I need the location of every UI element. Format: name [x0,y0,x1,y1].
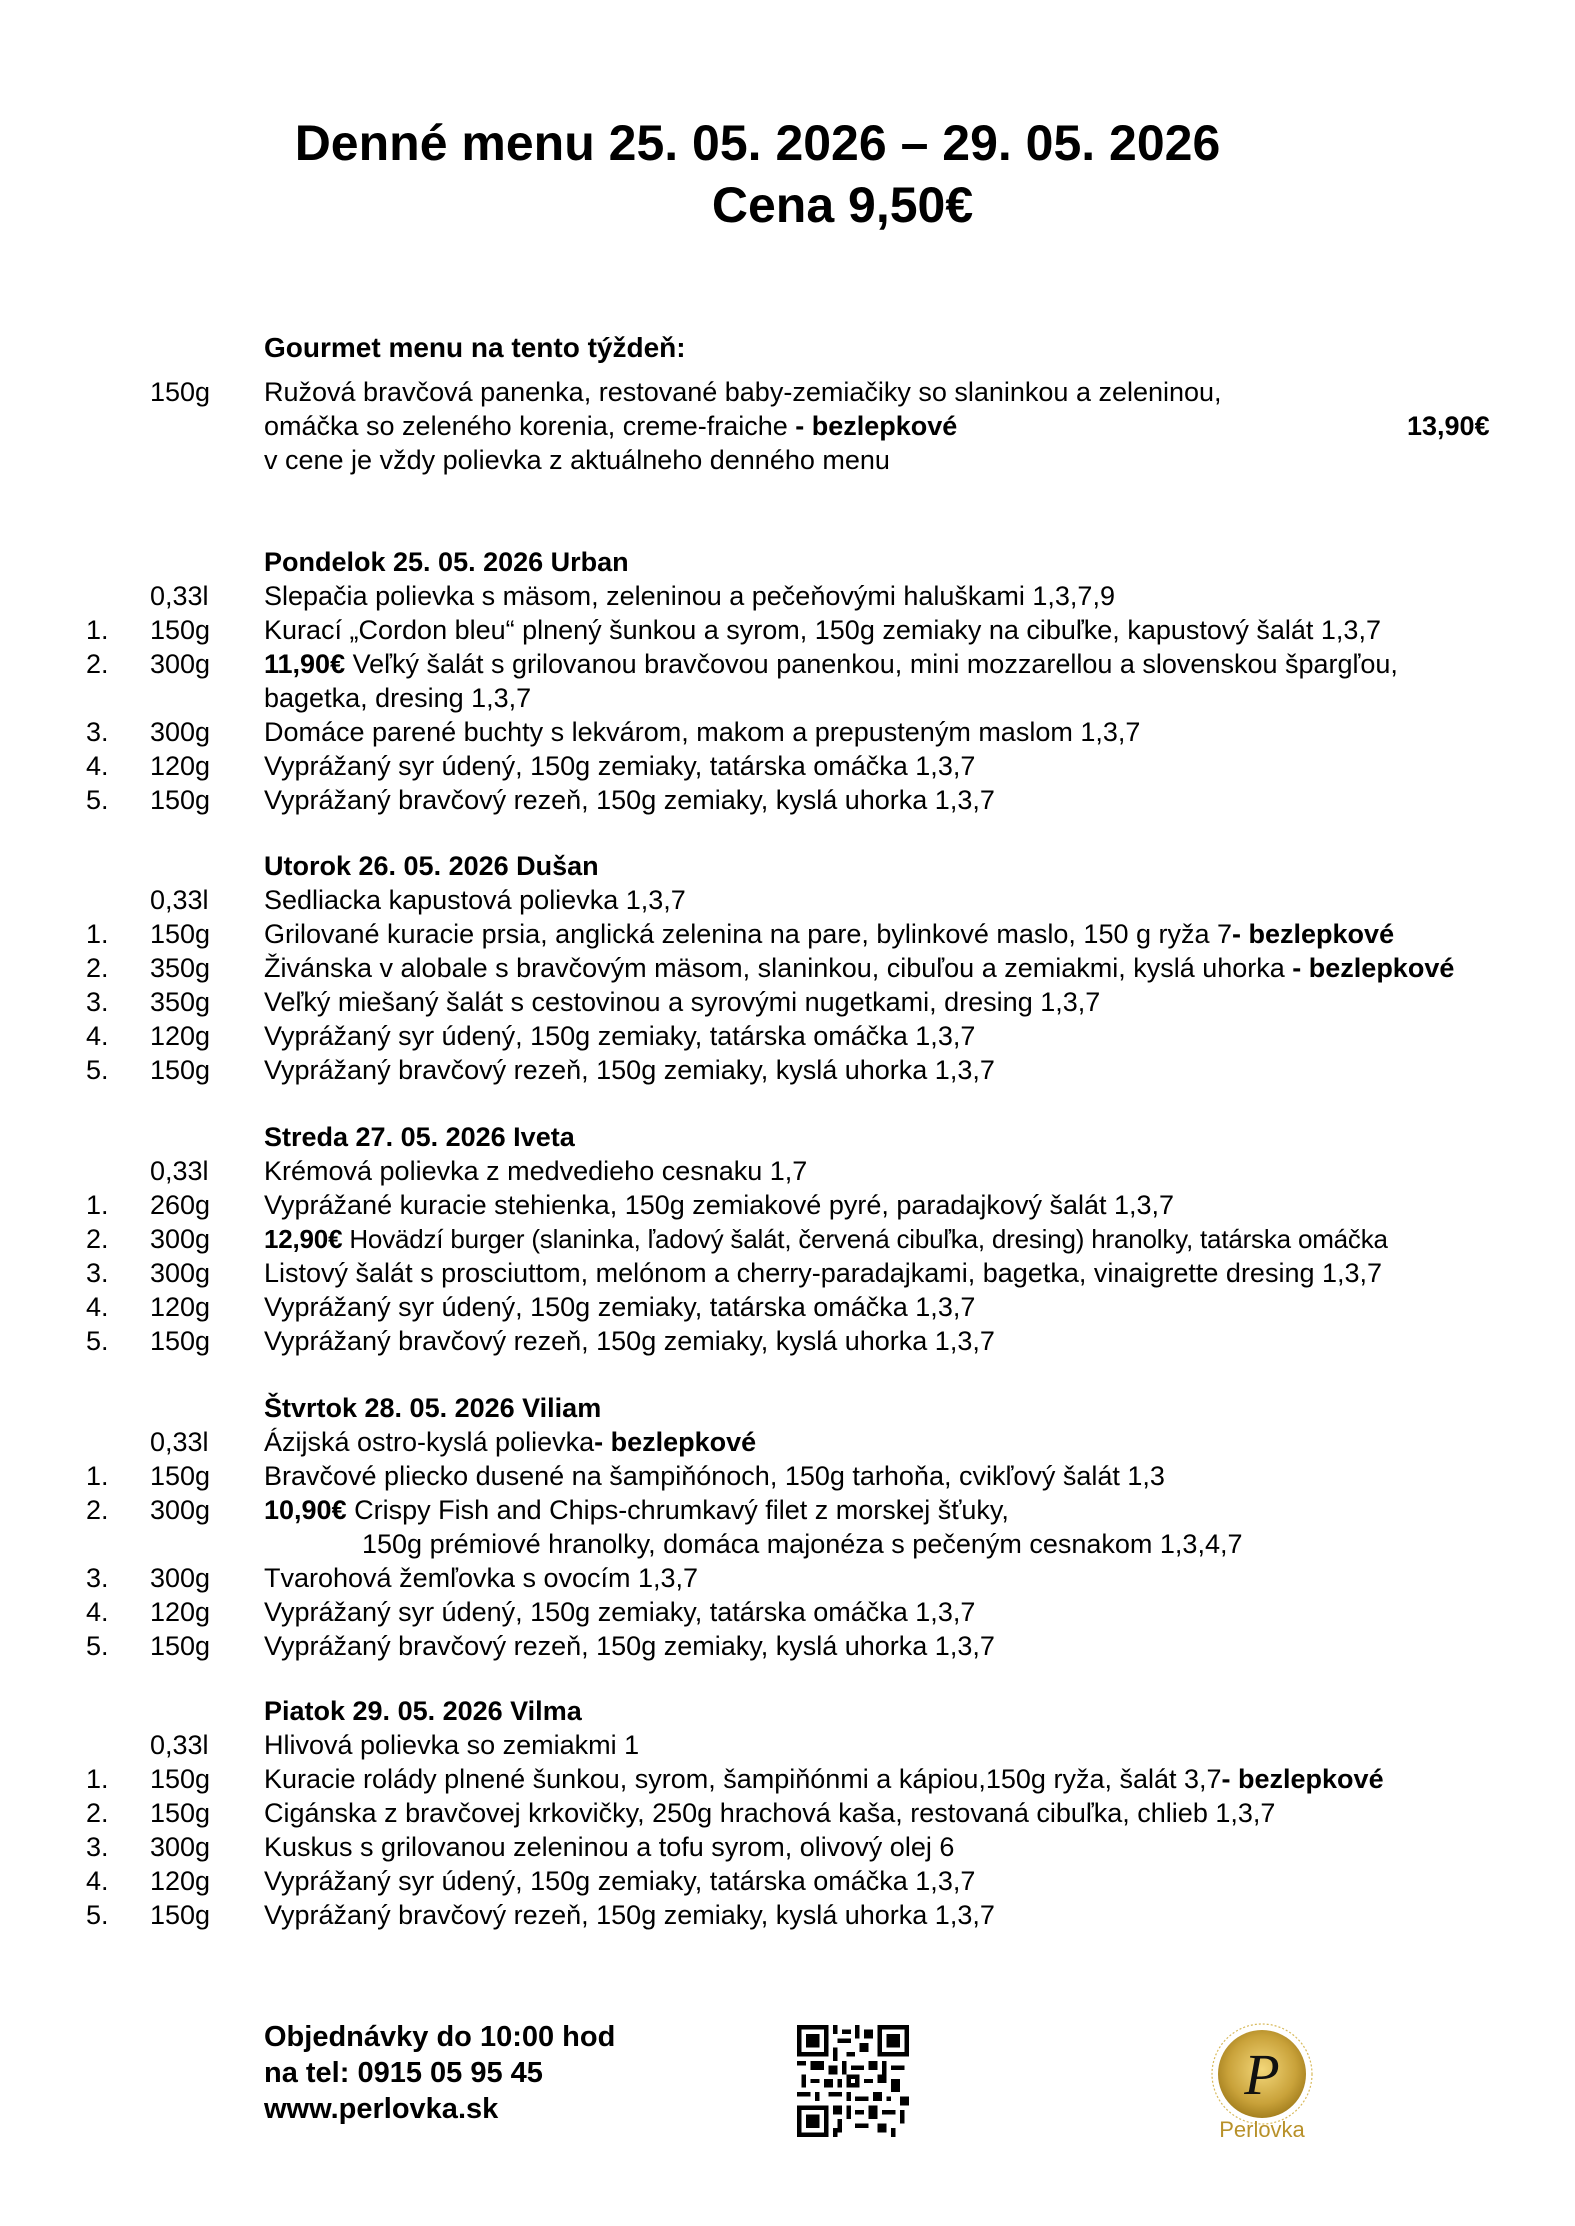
gourmet-line-2 [0,409,1575,443]
item-price: 11,90€ [264,649,346,679]
item-number: 1. [86,1764,109,1794]
tuesday-item-1 [0,917,1575,951]
item-number: 4. [86,1866,109,1896]
item-text: Tvarohová žemľovka s ovocím 1,3,7 [264,1563,699,1593]
gourmet-price: 13,90€ [1407,411,1490,441]
item-qty: 120g [150,1866,211,1896]
item-text: Kuskus s grilovanou zeleninou a tofu syrom, olivový olej 6 [264,1832,955,1862]
item-number: 5. [86,785,109,815]
monday-soup [0,579,1575,613]
thursday-soup [0,1425,1575,1459]
tuesday-soup [0,883,1575,917]
item-qty: 150g [150,1900,211,1930]
thursday-heading: Štvrtok 28. 05. 2026 Viliam [264,1393,602,1423]
menu-price: Cena 9,50€ [711,177,974,233]
item-text: Listový šalát s prosciuttom, melónom a cherry-paradajkami, bagetka, vinaigrette dresing 1,3,7 [264,1258,1383,1288]
item-text-main: Veľký šalát s grilovanou bravčovou panenkou, mini mozzarellou a slovenskou špargľou, [345,649,1398,679]
item-text: Domáce parené buchty s lekvárom, makom a prepusteným maslom 1,3,7 [264,717,1141,747]
item-number: 3. [86,987,109,1017]
menu-title: Denné menu 25. 05. 2026 – 29. 05. 2026 [294,115,1221,171]
item-text [264,951,1454,985]
order-phone: na tel: 0915 05 95 45 [264,2057,543,2089]
soup-qty: 0,33l [150,1427,209,1457]
thursday-item-5 [0,1629,1575,1663]
item-number: 4. [86,751,109,781]
item-text-cont: bagetka, dresing 1,3,7 [264,683,532,713]
soup-text: Sedliacka kapustová polievka 1,3,7 [264,885,686,915]
item-text: Vyprážaný syr údený, 150g zemiaky, tatárska omáčka 1,3,7 [264,1021,976,1051]
item-number: 3. [86,1832,109,1862]
item-qty: 300g [150,1224,211,1254]
item-number: 4. [86,1292,109,1322]
gourmet-text-2a: omáčka so zeleného korenia, creme-fraiche [264,411,796,441]
monday-item-5 [0,783,1575,817]
item-qty: 150g [150,1764,211,1794]
wednesday-heading: Streda 27. 05. 2026 Iveta [264,1122,575,1152]
thursday-item-1 [0,1459,1575,1493]
wednesday-item-5 [0,1324,1575,1358]
item-number: 1. [86,615,109,645]
soup-qty: 0,33l [150,1156,209,1186]
friday-item-2 [0,1796,1575,1830]
soup-text-main: Ázijská ostro-kyslá polievka [264,1427,595,1457]
item-qty: 300g [150,717,211,747]
item-qty: 150g [150,919,211,949]
friday-item-5 [0,1898,1575,1932]
item-qty: 150g [150,1326,211,1356]
monday-item-3 [0,715,1575,749]
item-qty: 120g [150,1021,211,1051]
item-qty: 120g [150,1292,211,1322]
order-info [264,2019,615,2127]
item-qty: 120g [150,751,211,781]
item-text: Vyprážaný syr údený, 150g zemiaky, tatárska omáčka 1,3,7 [264,751,976,781]
item-qty: 150g [150,785,211,815]
item-qty: 150g [150,615,211,645]
item-number: 3. [86,1563,109,1593]
monday-item-2-cont [0,681,1575,715]
item-qty: 300g [150,1832,211,1862]
item-text-cont: 150g prémiové hranolky, domáca majonéza s pečeným cesnakom 1,3,4,7 [362,1529,1243,1559]
item-number: 1. [86,919,109,949]
item-text: Vyprážané kuracie stehienka, 150g zemiakové pyré, paradajkový šalát 1,3,7 [264,1190,1175,1220]
item-number: 1. [86,1190,109,1220]
item-qty: 150g [150,1055,211,1085]
item-number: 5. [86,1631,109,1661]
tuesday-heading: Utorok 26. 05. 2026 Dušan [264,851,599,881]
monday-heading: Pondelok 25. 05. 2026 Urban [264,547,629,577]
item-text: Veľký miešaný šalát s cestovinou a syrovými nugetkami, dresing 1,3,7 [264,987,1101,1017]
wednesday-item-3 [0,1256,1575,1290]
item-qty: 300g [150,1258,211,1288]
item-text: Vyprážaný syr údený, 150g zemiaky, tatárska omáčka 1,3,7 [264,1292,976,1322]
gourmet-text-1: Ružová bravčová panenka, restované baby-zemiačiky so slaninkou a zeleninou, [264,377,1222,407]
item-text: Vyprážaný bravčový rezeň, 150g zemiaky, kyslá uhorka 1,3,7 [264,785,995,815]
gourmet-text-2 [264,409,957,443]
item-number: 5. [86,1326,109,1356]
logo-letter: P [1244,2042,1280,2107]
item-text: Vyprážaný bravčový rezeň, 150g zemiaky, kyslá uhorka 1,3,7 [264,1326,995,1356]
item-number: 5. [86,1055,109,1085]
wednesday-item-4 [0,1290,1575,1324]
soup-text: Hlivová polievka so zemiakmi 1 [264,1730,640,1760]
tuesday-item-3 [0,985,1575,1019]
item-text: Vyprážaný syr údený, 150g zemiaky, tatárska omáčka 1,3,7 [264,1866,976,1896]
item-gluten-free: - bezlepkové [1292,953,1455,983]
thursday-item-3 [0,1561,1575,1595]
monday-item-1 [0,613,1575,647]
item-qty: 350g [150,987,211,1017]
item-text [264,647,1398,681]
item-qty: 300g [150,1563,211,1593]
thursday-item-2-cont [0,1527,1575,1561]
gourmet-line-1 [0,375,1575,409]
qr-code-icon[interactable] [797,2025,909,2137]
item-number: 3. [86,1258,109,1288]
gourmet-qty: 150g [150,377,211,407]
item-qty: 260g [150,1190,211,1220]
item-text [264,917,1394,951]
friday-soup [0,1728,1575,1762]
thursday-item-2 [0,1493,1575,1527]
tuesday-item-5 [0,1053,1575,1087]
item-text-main: Hovädzí burger (slaninka, ľadový šalát, červená cibuľka, dresing) hranolky, tatárska omáčka [342,1224,1388,1254]
item-number: 5. [86,1900,109,1930]
friday-heading: Piatok 29. 05. 2026 Vilma [264,1696,582,1726]
item-qty: 150g [150,1461,211,1491]
item-text-main: Kuracie rolády plnené šunkou, syrom, šampiňónmi a kápiou,150g ryža, šalát 3,7 [264,1764,1222,1794]
monday-item-4 [0,749,1575,783]
soup-text [264,1425,756,1459]
item-qty: 150g [150,1798,211,1828]
website-link[interactable]: www.perlovka.sk [264,2093,499,2125]
wednesday-item-1 [0,1188,1575,1222]
tuesday-item-2 [0,951,1575,985]
soup-text: Krémová polievka z medvedieho cesnaku 1,7 [264,1156,808,1186]
item-number: 2. [86,953,109,983]
item-number: 2. [86,649,109,679]
item-text [264,1762,1384,1796]
item-number: 1. [86,1461,109,1491]
soup-qty: 0,33l [150,885,209,915]
soup-text: Slepačia polievka s mäsom, zeleninou a pečeňovými haluškami 1,3,7,9 [264,581,1115,611]
item-text: Vyprážaný bravčový rezeň, 150g zemiaky, kyslá uhorka 1,3,7 [264,1055,995,1085]
item-gluten-free: - bezlepkové [1232,919,1395,949]
item-number: 2. [86,1224,109,1254]
item-number: 2. [86,1495,109,1525]
soup-qty: 0,33l [150,581,209,611]
item-text-main: Grilované kuracie prsia, anglická zelenina na pare, bylinkové maslo, 150 g ryža 7 [264,919,1233,949]
item-number: 4. [86,1597,109,1627]
item-text: Vyprážaný bravčový rezeň, 150g zemiaky, kyslá uhorka 1,3,7 [264,1900,995,1930]
item-gluten-free: - bezlepkové [1221,1764,1384,1794]
item-text: Vyprážaný syr údený, 150g zemiaky, tatárska omáčka 1,3,7 [264,1597,976,1627]
item-number: 4. [86,1021,109,1051]
item-text [264,1222,1388,1256]
friday-item-1 [0,1762,1575,1796]
item-text-main: Živánska v alobale s bravčovým mäsom, slaninkou, cibuľou a zemiakmi, kyslá uhorka [264,953,1293,983]
monday-item-2 [0,647,1575,681]
order-deadline: Objednávky do 10:00 hod [264,2021,616,2053]
item-number: 3. [86,717,109,747]
wednesday-item-2 [0,1222,1575,1256]
item-text: Kurací „Cordon bleu“ plnený šunkou a syrom, 150g zemiaky na cibuľke, kapustový šalát 1,3,7 [264,615,1381,645]
item-qty: 150g [150,1631,211,1661]
logo-wordmark: Perlovka [1219,2117,1305,2142]
gourmet-line-3 [0,443,1575,477]
item-qty: 300g [150,649,211,679]
gourmet-heading: Gourmet menu na tento týždeň: [264,332,686,363]
gourmet-text-3: v cene je vždy polievka z aktuálneho denného menu [264,445,890,475]
friday-item-3 [0,1830,1575,1864]
item-text [264,1493,1009,1527]
friday-item-4 [0,1864,1575,1898]
wednesday-soup [0,1154,1575,1188]
soup-qty: 0,33l [150,1730,209,1760]
tuesday-item-4 [0,1019,1575,1053]
soup-gluten-free: - bezlepkové [594,1427,757,1457]
item-number: 2. [86,1798,109,1828]
item-price: 12,90€ [264,1224,343,1254]
item-price: 10,90€ [264,1495,347,1525]
gourmet-gluten-free: - bezlepkové [795,411,958,441]
thursday-item-4 [0,1595,1575,1629]
item-text: Bravčové pliecko dusené na šampiňónoch, 150g tarhoňa, cvikľový šalát 1,3 [264,1461,1165,1491]
item-text: Vyprážaný bravčový rezeň, 150g zemiaky, kyslá uhorka 1,3,7 [264,1631,995,1661]
item-qty: 300g [150,1495,211,1525]
item-text-main: Crispy Fish and Chips-chrumkavý filet z morskej šťuky, [346,1495,1009,1525]
item-qty: 350g [150,953,211,983]
item-qty: 120g [150,1597,211,1627]
item-text: Cigánska z bravčovej krkovičky, 250g hrachová kaša, restovaná cibuľka, chlieb 1,3,7 [264,1798,1276,1828]
